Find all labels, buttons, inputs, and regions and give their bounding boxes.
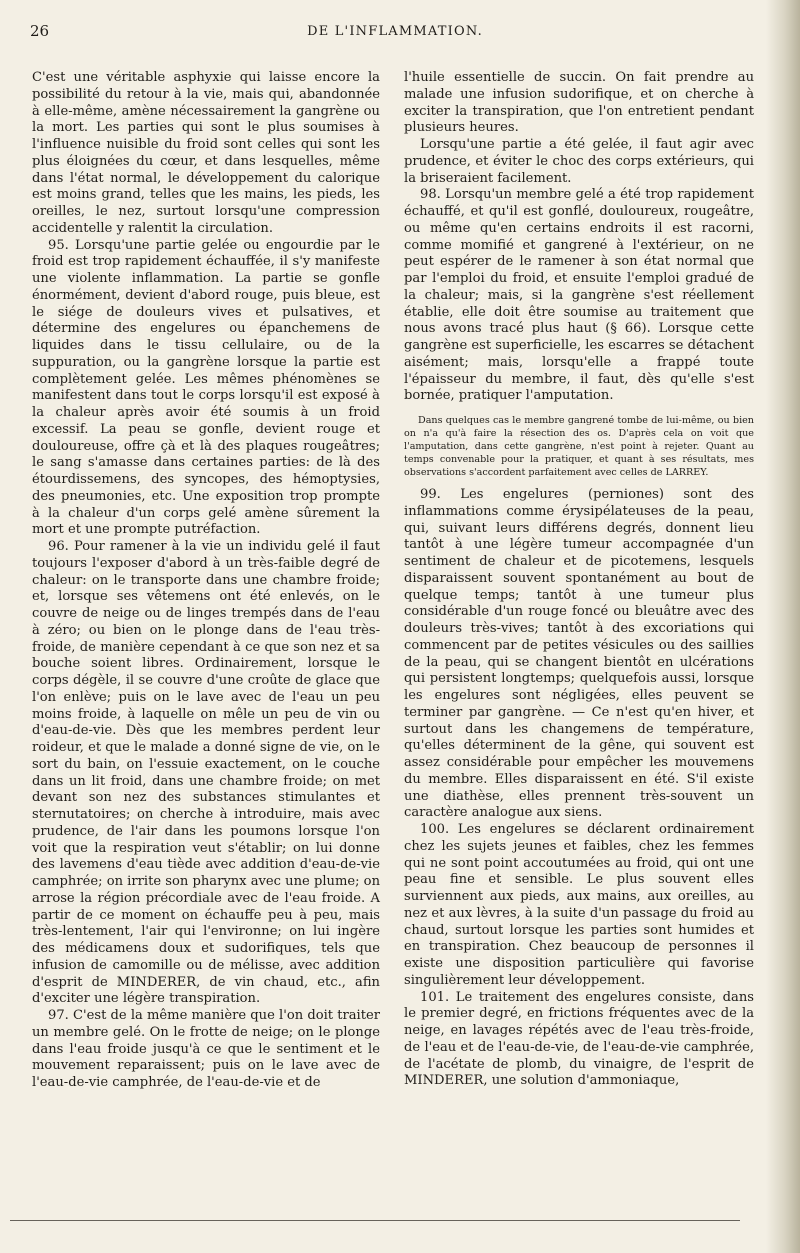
bottom-rule bbox=[10, 1220, 740, 1221]
page-header bbox=[30, 22, 760, 44]
footnote: Dans quelques cas le membre gangrené tombe de lui-même, ou bien on n'a qu'à faire la résection des os. D'après cela on voit que l'amputation, dans cette gangrène, n'est point à rejeter. Quant au temps convenable pour la pratiquer, et quant à ses résultats, mes observations s'accordent parfaitement avec celles de LARREY. bbox=[404, 415, 754, 478]
paragraph-101: 101. Le traitement des engelures consiste, dans le premier degré, en frictions fréquentes avec de la neige, en lavages répétés avec de l'eau très-froide, de l'eau et de l'eau-de-vie, de l'eau-de-vie camphrée, de l'acétate de plomb, du vinaigre, de l'esprit de MINDERER, une solution d'ammoniaque, bbox=[404, 989, 754, 1089]
page-number: 26 bbox=[30, 22, 50, 40]
paragraph-96: 96. Pour ramener à la vie un individu gelé il faut toujours l'exposer d'abord à un très-faible degré de chaleur: on le transporte dans une chambre froide; et, lorsque ses vêtemens ont été enlevés, on le couvre de neige ou de linges trempés dans de l'eau à zéro; ou bien on le plonge dans de l'eau très-froide, de manière cependant à ce que son nez et sa bouche soient libres. Ordinairement, lorsque le corps dégèle, il se couvre d'une croûte de glace que l'on enlève; puis on le lave avec de l'eau un peu moins froide, à laquelle on mêle un peu de vin ou d'eau-de-vie. Dès que les membres perdent leur roideur, et que le malade a donné signe de vie, on le sort du bain, on l'essuie exactement, on le couche dans un lit froid, dans une chambre froide; on met devant son nez des substances stimulantes et sternutatoires; on cherche à introduire, mais avec prudence, de l'air dans les poumons lorsque l'on voit que la respiration veut s'établir; on lui donne des lavemens d'eau tiède avec addition d'eau-de-vie camphrée; on irrite son pharynx avec une plume; on arrose la région précordiale avec de l'eau froide. A partir de ce moment on échauffe peu à peu, mais très-lentement, l'air qui l'environne; on lui ingère des médicamens doux et sudorifiques, tels que infusion de camomille ou de mélisse, avec addition d'esprit de MINDERER, de vin chaud, etc., afin d'exciter une légère transpiration. bbox=[32, 539, 380, 1007]
paragraph: C'est une véritable asphyxie qui laisse encore la possibilité du retour à la vie, mais qui, abandonnée à elle-même, amène nécessairement la gangrène ou la mort. Les parties qui sont le plus soumises à l'influence nuisible du froid sont celles qui sont les plus éloignées du cœur, et dans lesquelles, même dans l'état normal, le développement du calorique est moins grand, telles que les mains, les pieds, les oreilles, le nez, surtout lorsqu'une compression accidentelle y ralentit la circulation. bbox=[32, 70, 380, 236]
paragraph-continued: l'huile essentielle de succin. On fait prendre au malade une infusion sudorifique, et on cherche à exciter la transpiration, que l'on entretient pendant plusieurs heures. bbox=[404, 70, 754, 136]
paragraph-100: 100. Les engelures se déclarent ordinairement chez les sujets jeunes et faibles, chez les femmes qui ne sont point accoutumées au froid, qui ont une peau fine et sensible. Le plus souvent elles surviennent aux pieds, aux mains, aux oreilles, au nez et aux lèvres, à la suite d'un passage du froid au chaud, surtout lorsque les parties sont humides et en transpiration. Chez beaucoup de personnes il existe une disposition particulière qui favorise singulièrement leur développement. bbox=[404, 822, 754, 988]
paragraph-95: 95. Lorsqu'une partie gelée ou engourdie par le froid est trop rapidement échauffée, il s'y manifeste une violente inflammation. La partie se gonfle énormément, devient d'abord rouge, puis bleue, est le siége de douleurs vives et pulsatives, et détermine des engelures ou épanchemens de liquides dans le tissu cellulaire, ou de la suppuration, ou la gangrène lorsque la partie est complètement gelée. Les mêmes phénomènes se manifestent dans tout le corps lorsqu'il est exposé à la chaleur après avoir été soumis à un froid excessif. La peau se gonfle, devient rouge et douloureuse, offre çà et là des plaques rougeâtres; le sang s'amasse dans certaines parties: de là des étourdissemens, des syncopes, des hémoptysies, des pneumonies, etc. Une exposition trop prompte à la chaleur d'un corps gelé amène sûrement la mort et une prompte putréfaction. bbox=[32, 237, 380, 538]
left-column bbox=[32, 70, 380, 1092]
paragraph: Lorsqu'une partie a été gelée, il faut agir avec prudence, et éviter le choc des corps extérieurs, qui la briseraient facilement. bbox=[404, 137, 754, 186]
paragraph-97: 97. C'est de la même manière que l'on doit traiter un membre gelé. On le frotte de neige; on le plonge dans l'eau froide jusqu'à ce que le sentiment et le mouvement reparaissent; puis on le lave avec de l'eau-de-vie camphrée, de l'eau-de-vie et de bbox=[32, 1008, 380, 1090]
paragraph-99: 99. Les engelures (perniones) sont des inflammations comme érysipélateuses de la peau, qui, suivant leurs différens degrés, donnent lieu tantôt à une légère tumeur accompagnée d'un sentiment de chaleur et de picotemens, lesquels disparaissent souvent spontanément au bout de quelque temps; tantôt à une tumeur plus considérable d'un rouge foncé ou bleuâtre avec des douleurs très-vives; tantôt à des excoriations qui commencent par de petites vésicules ou des saillies de la peau, qui se changent bientôt en ulcérations qui persistent longtemps; quelquefois aussi, lorsque les engelures sont négligées, elles peuvent se terminer par gangrène. — Ce n'est qu'en hiver, et surtout dans les changemens de température, qu'elles déterminent de la gêne, qui souvent est assez considérable pour empêcher les mouvemens du membre. Elles disparaissent en été. S'il existe une diathèse, elles prennent très-souvent un caractère analogue aux siens. bbox=[404, 487, 754, 821]
paragraph-98: 98. Lorsqu'un membre gelé a été trop rapidement échauffé, et qu'il est gonflé, douloureux, rougeâtre, ou même qu'en certains endroits il est racorni, comme momifié et gangrené à l'extérieur, on ne peut espérer de le ramener à son état normal que par l'emploi du froid, et ensuite l'emploi gradué de la chaleur; mais, si la gangrène s'est réellement établie, elle doit être soumise au traitement que nous avons tracé plus haut (§ 66). Lorsque cette gangrène est superficielle, les escarres se détachent aisément; mais, lorsqu'elle a frappé toute l'épaisseur du membre, il faut, dès qu'elle s'est bornée, pratiquer l'amputation. bbox=[404, 187, 754, 404]
page-edge-shadow bbox=[766, 0, 800, 1253]
running-title: DE L'INFLAMMATION. bbox=[307, 24, 483, 39]
right-column bbox=[404, 70, 754, 1090]
